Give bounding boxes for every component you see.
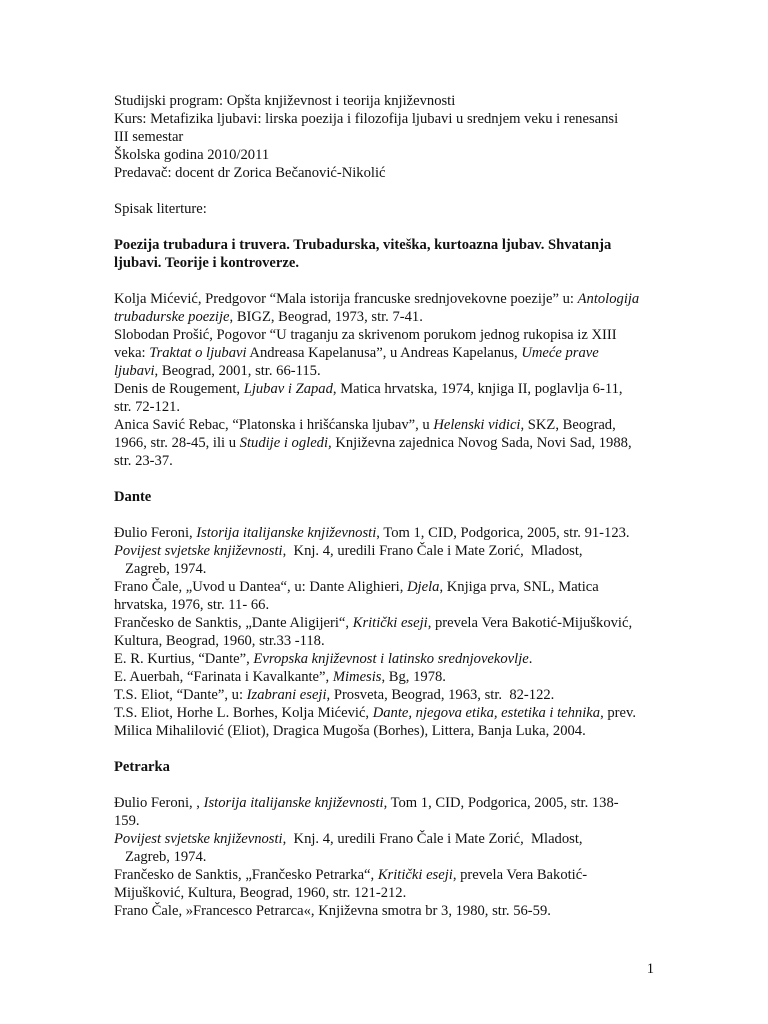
reference-text: , Matica hrvatska, 1974, knjiga II, poglavlja 6-11, <box>332 381 623 397</box>
reference-text: Denis de Rougement, <box>114 381 244 397</box>
reference-text: Andreasa Kapelanusa”, u Andreas Kapelanus, <box>246 345 522 361</box>
school-year-line: Školska godina 2010/2011 <box>114 147 270 163</box>
reference-line <box>114 578 674 596</box>
reference-text: str. 72-121. <box>114 399 181 415</box>
reference-text: , SKZ, Beograd, <box>520 417 616 433</box>
reference-line <box>114 326 674 344</box>
reference-title: Antologija <box>577 291 640 307</box>
course-line: Kurs: Metafizika ljubavi: lirska poezija i filozofija ljubavi u srednjem veku i renesansi <box>114 111 619 127</box>
reference-line <box>114 668 674 686</box>
program-line: Studijski program: Opšta književnost i teorija književnosti <box>114 93 456 109</box>
reference-text: Đulio Feroni, , <box>114 795 204 811</box>
lecturer-line: Predavač: docent dr Zorica Bečanović-Nikolić <box>114 165 386 181</box>
reference-text: Književna zajednica Novog Sada, Novi Sad, 1988, <box>331 435 632 451</box>
reference-title: trubadurske poezije <box>114 309 230 325</box>
reference-title: Ljubav i Zapad <box>243 381 333 397</box>
reference-title: Povijest svjetske književnosti <box>114 543 283 559</box>
reference-text: , Knj. 4, uredili Frano Čale i Mate Zorić, Mladost, <box>282 831 583 847</box>
reference-text: , Prosveta, Beograd, 1963, str. 82-122. <box>326 687 555 703</box>
reference-title: Istorija italijanske književnosti <box>196 525 377 541</box>
section-heading <box>114 236 674 272</box>
reference-line <box>114 902 674 920</box>
reference-line <box>114 452 674 470</box>
reference-text: Anica Savić Rebac, “Platonska i hrišćanska ljubav”, u <box>114 417 434 433</box>
section-heading-line: Petrarka <box>114 759 170 775</box>
reference-text: , Beograd, 2001, str. 66-115. <box>154 363 321 379</box>
reference-line <box>114 560 674 578</box>
reference-text: , Tom 1, CID, Podgorica, 2005, str. 138- <box>383 795 619 811</box>
reference-text: Frančesko de Sanktis, „Frančesko Petrarka“, <box>114 867 378 883</box>
reference-text: E. Auerbah, “Farinata i Kavalkante”, <box>114 669 333 685</box>
reference-line <box>114 686 674 704</box>
reference-line <box>114 848 674 866</box>
section-heading <box>114 488 674 506</box>
reference-title: Mimesis <box>332 669 382 685</box>
reference-line <box>114 722 674 740</box>
reference-text: T.S. Eliot, Horhe L. Borhes, Kolja Mićević, <box>114 705 373 721</box>
reference-line <box>114 542 674 560</box>
section-heading-line: Poezija trubadura i truvera. Trubadurska, viteška, kurtoazna ljubav. Shvatanja <box>114 237 612 253</box>
reference-line <box>114 704 674 722</box>
section-heading-line: ljubavi. Teorije i kontroverze. <box>114 255 299 271</box>
reference-title: Umeće prave <box>521 345 599 361</box>
reference-text: Kolja Mićević, Predgovor “Mala istorija francuske srednjovekovne poezije” u: <box>114 291 578 307</box>
reference-title: Kritički eseji <box>377 867 453 883</box>
reference-title: Izabrani eseji <box>246 687 327 703</box>
reference-line <box>114 830 674 848</box>
reference-title: Kritički eseji <box>352 615 428 631</box>
reference-text: , Knjiga prva, SNL, Matica <box>439 579 599 595</box>
reference-line <box>114 380 674 398</box>
reference-line <box>114 290 674 308</box>
reference-text: , Bg, 1978. <box>381 669 446 685</box>
reference-title: Istorija italijanske književnosti <box>203 795 384 811</box>
reference-line <box>114 812 674 830</box>
reference-text: Frančesko de Sanktis, „Dante Aligijeri“, <box>114 615 353 631</box>
reference-text: , Knj. 4, uredili Frano Čale i Mate Zorić, Mladost, <box>282 543 583 559</box>
reference-text: , prevela Vera Bakotić-Mijušković, <box>427 615 633 631</box>
reference-text: hrvatska, 1976, str. 11- 66. <box>114 597 270 613</box>
reference-text: Zagreb, 1974. <box>114 849 207 865</box>
reference-text: Frano Čale, „Uvod u Dantea“, u: Dante Alighieri, <box>114 579 408 595</box>
reference-title: Helenski vidici <box>433 417 521 433</box>
reference-text: , Tom 1, CID, Podgorica, 2005, str. 91-123. <box>376 525 630 541</box>
reference-line <box>114 632 674 650</box>
semester-line: III semestar <box>114 129 184 145</box>
page-number: 1 <box>646 961 654 977</box>
reference-line <box>114 344 674 362</box>
reference-text: , prevela Vera Bakotić- <box>452 867 588 883</box>
reference-line <box>114 398 674 416</box>
reference-line <box>114 434 674 452</box>
reference-text: , BIGZ, Beograd, 1973, str. 7-41. <box>229 309 423 325</box>
reference-text: Kultura, Beograd, 1960, str.33 -118. <box>114 633 325 649</box>
reference-text: Đulio Feroni, <box>114 525 197 541</box>
reference-title: Studije i ogledi, <box>239 435 332 451</box>
literature-sections <box>114 236 674 920</box>
reference-text: veka: <box>114 345 150 361</box>
reference-line <box>114 362 674 380</box>
reference-text: Milica Mihalilović (Eliot), Dragica Mugoša (Borhes), Littera, Banja Luka, 2004. <box>114 723 586 739</box>
reference-text: Frano Čale, »Francesco Petrarca«, Književna smotra br 3, 1980, str. 56-59. <box>114 903 551 919</box>
reference-line <box>114 650 674 668</box>
reference-text: Slobodan Prošić, Pogovor “U traganju za skrivenom porukom jednog rukopisa iz XIII <box>114 327 617 343</box>
reference-text: 1966, str. 28-45, ili u <box>114 435 240 451</box>
reference-line <box>114 884 674 902</box>
section-heading-line: Dante <box>114 489 152 505</box>
reference-line <box>114 416 674 434</box>
literature-list-title: Spisak literture: <box>114 201 207 217</box>
reference-title: Dante, njegova etika, estetika i tehnika <box>372 705 601 721</box>
reference-line <box>114 614 674 632</box>
reference-text: Zagreb, 1974. <box>114 561 207 577</box>
reference-title: Povijest svjetske književnosti <box>114 831 283 847</box>
reference-text: E. R. Kurtius, “Dante”, <box>114 651 254 667</box>
section-heading <box>114 758 674 776</box>
reference-text: , prev. <box>600 705 636 721</box>
reference-text: Mijušković, Kultura, Beograd, 1960, str. 121-212. <box>114 885 407 901</box>
document-page <box>114 92 674 920</box>
reference-text: . <box>528 651 533 667</box>
reference-line <box>114 524 674 542</box>
reference-title: Djela <box>407 579 440 595</box>
reference-line <box>114 596 674 614</box>
reference-title: Evropska književnost i latinsko srednjovekovlje <box>253 651 529 667</box>
reference-title: ljubavi <box>114 363 155 379</box>
reference-line <box>114 794 674 812</box>
reference-text: str. 23-37. <box>114 453 173 469</box>
reference-text: 159. <box>114 813 140 829</box>
reference-line <box>114 866 674 884</box>
reference-title: Traktat o ljubavi <box>149 345 247 361</box>
reference-line <box>114 308 674 326</box>
reference-text: T.S. Eliot, “Dante”, u: <box>114 687 247 703</box>
